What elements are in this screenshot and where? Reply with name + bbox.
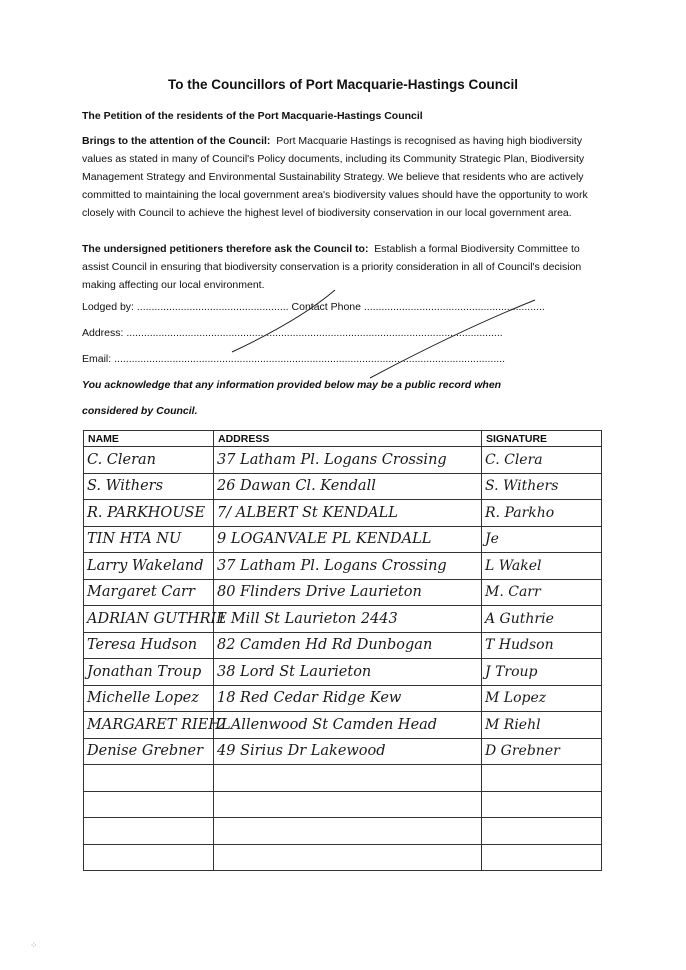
signer-name: Jonathan Troup [87,663,202,680]
petition-subtitle: The Petition of the residents of the Port Macquarie-Hastings Council [82,110,423,122]
signer-name: Margaret Carr [87,584,195,601]
signer-name-cell [84,685,214,712]
signer-name-cell [84,500,214,527]
signer-name-cell [84,659,214,686]
signer-name: ADRIAN GUTHRIE [87,610,227,627]
table-row [84,738,602,765]
public-record-notice: You acknowledge that any information provided below may be a public record when [82,379,502,391]
signer-signature-cell [482,844,602,871]
signer-name-cell [84,765,214,792]
signer-address-cell [214,844,482,871]
signer-address-cell [214,712,482,739]
attention-text: Port Macquarie Hastings is recognised as having high biodiversity values as stated in many of Council's Policy documents, including its Community Strategic Plan, Biodiversity Management Strategy and Environmental Sustainability Strategy. We believe that residents who are actively committed to maintaining the local government area's biodiversity values should have the opportunity to work closely with Council to achieve the highest level of biodiversity conservation in our local government area. [82,135,588,219]
signer-signature: S. Withers [485,478,559,495]
public-record-notice-2: considered by Council. [82,405,198,417]
petition-title: To the Councillors of Port Macquarie-Hastings Council [167,77,519,92]
signer-signature-cell [482,712,602,739]
signer-address-cell [214,765,482,792]
signer-name: S. Withers [87,478,164,495]
signer-name: TIN HTA NU [87,531,182,548]
table-row [84,553,602,580]
table-row [84,526,602,553]
table-row [84,606,602,633]
signer-name: Teresa Hudson [87,637,198,654]
signer-address: 80 Flinders Drive Laurieton [217,584,422,601]
table-header-row [84,431,602,447]
signer-address: 18 Red Cedar Ridge Kew [217,690,402,707]
signer-name-cell [84,526,214,553]
table-row [84,765,602,792]
signer-name: MARGARET RIEHL [87,716,231,733]
signer-signature-cell [482,791,602,818]
lodged-by-label: Lodged by: [82,301,134,313]
signer-address-cell [214,500,482,527]
signer-address: 2 Allenwood St Camden Head [217,716,438,733]
scan-speck: ⁘ [30,940,38,950]
signer-name: Michelle Lopez [87,690,199,707]
signer-address: 1 Mill St Laurieton 2443 [217,610,398,627]
signer-signature: R. Parkho [485,504,555,521]
table-row [84,579,602,606]
signer-address: 37 Latham Pl. Logans Crossing [217,557,447,574]
table-row [84,685,602,712]
signer-signature: L Wakel [485,557,542,574]
signer-name: C. Cleran [87,451,157,468]
signer-signature: T Hudson [485,637,554,654]
email-label: Email: [82,353,112,365]
signer-signature: M. Carr [485,584,541,601]
signer-name: R. PARKHOUSE [87,504,206,521]
signer-signature-cell [482,659,602,686]
signer-signature-cell [482,765,602,792]
signature-column-header: SIGNATURE [482,431,602,447]
table-row [84,447,602,474]
lodged-by-line: .................................................... [136,301,289,313]
signer-address-cell [214,473,482,500]
signer-signature-cell [482,818,602,845]
signature-table [83,430,602,871]
signer-signature: C. Clera [485,451,543,468]
signer-name-cell [84,579,214,606]
signer-name-cell [84,738,214,765]
signer-address-cell [214,791,482,818]
request-text: Establish a formal Biodiversity Committee to assist Council in ensuring that biodiversity conservation is a priority consideration in all of Council's decision making affecting our local environment. [82,243,582,291]
table-row [84,500,602,527]
signer-address: 38 Lord St Laurieton [217,663,372,680]
name-column-header: NAME [84,431,214,447]
address-column-header: ADDRESS [214,431,482,447]
signer-address-cell [214,738,482,765]
table-row [84,473,602,500]
signer-signature-cell [482,738,602,765]
signer-signature-cell [482,526,602,553]
signer-name-cell [84,712,231,739]
table-row [84,632,602,659]
signer-signature: M Riehl [485,716,541,733]
signer-address-cell [214,685,482,712]
signer-name-cell [84,447,214,474]
signer-name-cell [84,606,227,633]
signer-address: 37 Latham Pl. Logans Crossing [217,451,447,468]
signer-signature-cell [482,473,602,500]
table-row [84,659,602,686]
signer-address-cell [214,579,482,606]
signer-name: Larry Wakeland [87,557,204,574]
address-line: ................................................................................................................................. [126,327,503,339]
signer-address-cell [214,659,482,686]
signer-address-cell [214,818,482,845]
signer-address: 26 Dawan Cl. Kendall [217,478,376,495]
signer-address-cell [214,632,482,659]
signer-name-cell [84,791,214,818]
signer-signature: Je [485,531,499,548]
signer-signature-cell [482,579,602,606]
signer-name-cell [84,632,214,659]
signer-signature-cell [482,632,602,659]
signer-signature: D Grebner [485,743,560,760]
signer-signature-cell [482,500,602,527]
signer-address-cell [214,606,482,633]
signer-name: Denise Grebner [87,743,204,760]
request-label: The undersigned petitioners therefore ask the Council to: [82,243,369,255]
signer-address-cell [214,447,482,474]
contact-phone-line: .............................................................. [363,301,545,313]
signer-signature: J Troup [485,663,538,680]
signer-signature-cell [482,606,602,633]
email-line: ...................................................................................................................................... [114,353,506,365]
signer-name-cell [84,844,214,871]
signer-address-cell [214,553,482,580]
signer-signature: A Guthrie [485,610,554,627]
signer-name-cell [84,473,214,500]
signer-address: 49 Sirius Dr Lakewood [217,743,386,760]
address-label: Address: [82,327,124,339]
table-row [84,818,602,845]
signer-address: 7/ ALBERT St KENDALL [217,504,398,521]
signer-name-cell [84,818,214,845]
table-row [84,844,602,871]
table-row [84,791,602,818]
signer-signature-cell [482,447,602,474]
contact-phone-label: Contact Phone [291,301,361,313]
signer-signature-cell [482,685,602,712]
signer-name-cell [84,553,214,580]
attention-label: Brings to the attention of the Council: [82,135,271,147]
signer-signature-cell [482,553,602,580]
signer-address-cell [214,526,482,553]
signer-signature: M Lopez [485,690,547,707]
table-row [84,712,602,739]
signer-address: 82 Camden Hd Rd Dunbogan [217,637,433,654]
signer-address: 9 LOGANVALE PL KENDALL [217,531,432,548]
